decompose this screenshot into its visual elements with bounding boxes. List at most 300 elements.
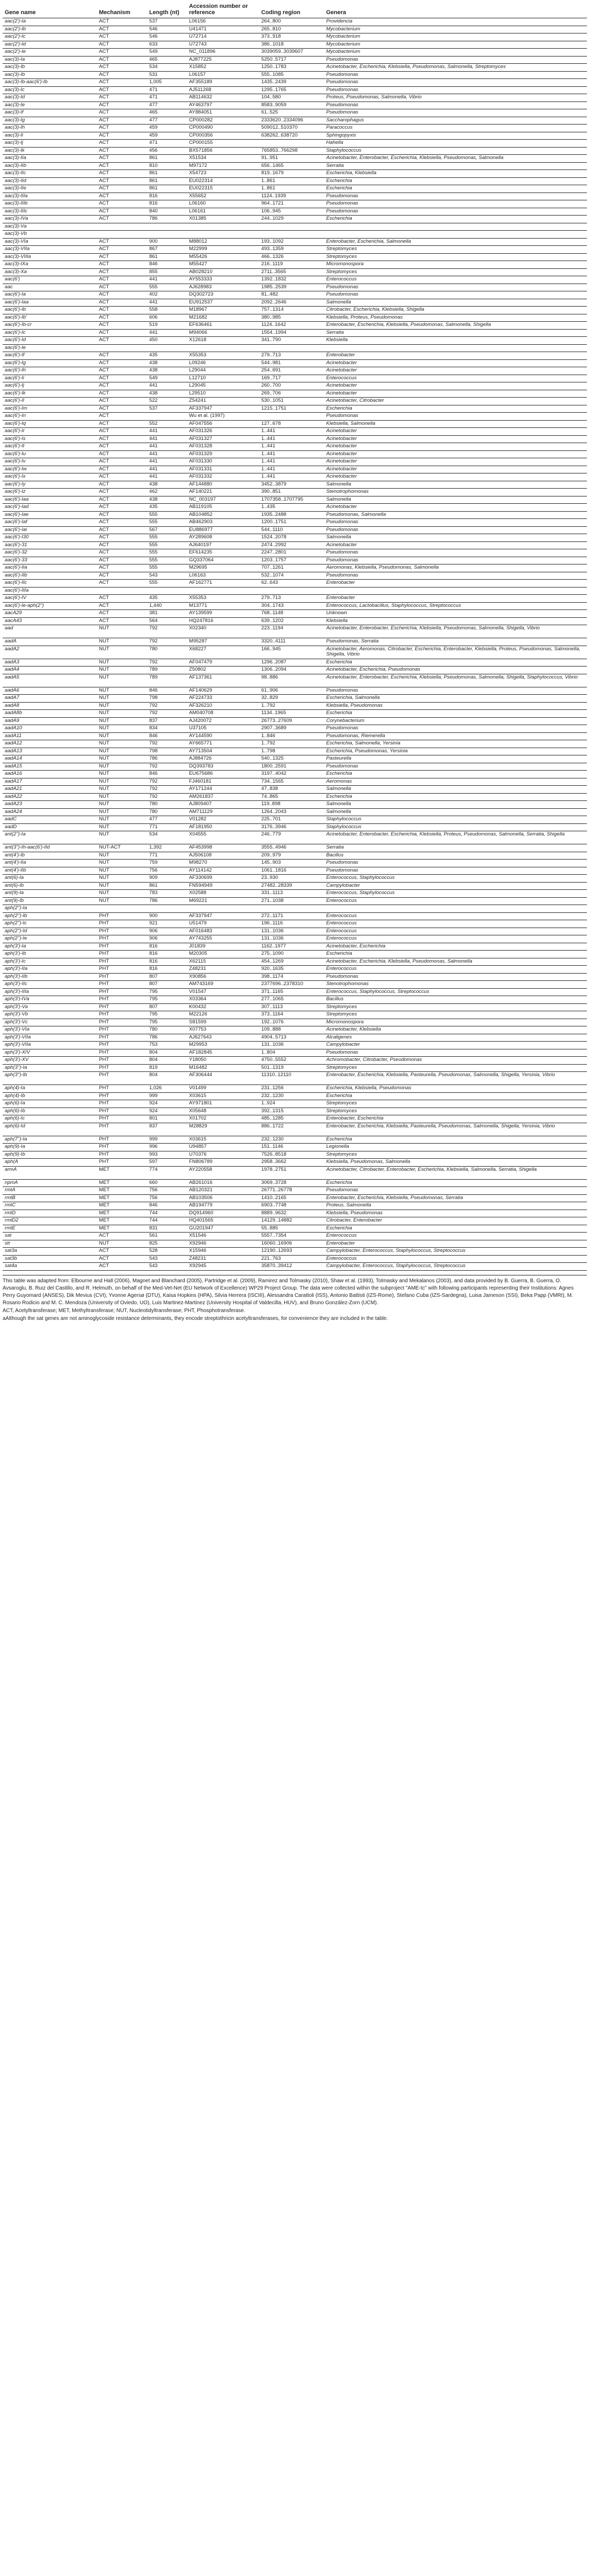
- table-row: [3, 413, 587, 421]
- table-row: [3, 912, 587, 920]
- mechanism-cell: ACT: [97, 268, 147, 276]
- accession-cell: X55652: [187, 193, 259, 200]
- genera-cell: Pseudomonas: [324, 56, 587, 64]
- coding-region-cell: 62..643: [259, 580, 324, 587]
- table-row: [3, 1019, 587, 1026]
- accession-cell: GQ337064: [187, 557, 259, 564]
- length-cell: 786: [147, 897, 187, 905]
- accession-cell: AJ628983: [187, 284, 259, 291]
- gene-name-cell: ant(6)-Ib: [3, 882, 97, 890]
- gene-name-cell: aadA16: [3, 771, 97, 778]
- mechanism-cell: ACT: [97, 1263, 147, 1271]
- coding-region-cell: 307..1113: [259, 1003, 324, 1011]
- table-row: [3, 732, 587, 740]
- gene-name-cell: aac(3)-IId: [3, 177, 97, 185]
- length-cell: 465: [147, 56, 187, 64]
- table-row: [3, 617, 587, 625]
- length-cell: 834: [147, 725, 187, 733]
- accession-cell: AM743169: [187, 981, 259, 989]
- length-cell: 519: [147, 322, 187, 330]
- gene-name-cell: aac(6')-IIIa: [3, 587, 97, 595]
- accession-cell: AY971801: [187, 1100, 259, 1108]
- accession-cell: [187, 223, 259, 231]
- table-row: [3, 996, 587, 1004]
- length-cell: 555: [147, 534, 187, 542]
- length-cell: 846: [147, 1202, 187, 1210]
- genera-cell: Sphingopyxis: [324, 132, 587, 140]
- length-cell: 564: [147, 617, 187, 625]
- genera-cell: Staphylococcus: [324, 823, 587, 831]
- mechanism-cell: ACT: [97, 602, 147, 610]
- table-row: [3, 147, 587, 155]
- mechanism-cell: ACT: [97, 193, 147, 200]
- gene-name-cell: aac(3)-Ib: [3, 64, 97, 72]
- mechanism-cell: ACT: [97, 314, 147, 322]
- accession-cell: AJ506108: [187, 852, 259, 860]
- genera-cell: Pseudomonas, Serratia: [324, 638, 587, 646]
- accession-cell: L06157: [187, 71, 259, 79]
- mechanism-cell: ACT: [97, 284, 147, 291]
- mechanism-cell: NUT: [97, 875, 147, 883]
- length-cell: 795: [147, 1019, 187, 1026]
- coding-region-cell: 1410..2165: [259, 1194, 324, 1202]
- mechanism-cell: NUT: [97, 646, 147, 659]
- accession-cell: [187, 587, 259, 595]
- accession-cell: X01385: [187, 216, 259, 223]
- length-cell: 792: [147, 793, 187, 801]
- gene-name-cell: aac(6')-Ir: [3, 428, 97, 436]
- genera-cell: Klebsiella, Pseudomonas: [324, 1210, 587, 1217]
- gene-table: [3, 3, 587, 1271]
- length-cell: 555: [147, 541, 187, 549]
- gene-name-cell: ant(6)-Ia: [3, 875, 97, 883]
- genera-cell: Streptomyces: [324, 246, 587, 254]
- table-row: [3, 659, 587, 666]
- accession-cell: Y18050: [187, 1057, 259, 1065]
- accession-cell: AF181950: [187, 823, 259, 831]
- gene-name-cell: aac(3)-IVa: [3, 216, 97, 223]
- coding-region-cell: 5250..5717: [259, 56, 324, 64]
- genera-cell: Streptomyces: [324, 268, 587, 276]
- gene-name-cell: aac(3)-Ie: [3, 101, 97, 109]
- coding-region-cell: 192..1076: [259, 1019, 324, 1026]
- table-header: [3, 3, 587, 18]
- genera-cell: Serratia: [324, 329, 587, 337]
- length-cell: 438: [147, 496, 187, 504]
- accession-cell: AF031329: [187, 450, 259, 458]
- mechanism-cell: ACT: [97, 420, 147, 428]
- accession-cell: L12710: [187, 375, 259, 382]
- length-cell: 807: [147, 981, 187, 989]
- gene-name-cell: aph(2'')-Ic: [3, 920, 97, 928]
- coding-region-cell: 2711..3565: [259, 268, 324, 276]
- gene-name-cell: aac(6')-Iaa: [3, 496, 97, 504]
- accession-cell: AF140629: [187, 687, 259, 695]
- accession-cell: EU886977: [187, 526, 259, 534]
- table-row: [3, 329, 587, 337]
- mechanism-cell: ACT: [97, 549, 147, 557]
- mechanism-cell: NUT: [97, 793, 147, 801]
- length-cell: 441: [147, 382, 187, 390]
- genera-cell: Salmonella: [324, 534, 587, 542]
- length-cell: 549: [147, 49, 187, 57]
- mechanism-cell: ACT: [97, 519, 147, 527]
- mechanism-cell: ACT: [97, 443, 147, 451]
- mechanism-cell: ACT: [97, 405, 147, 413]
- genera-cell: Escherichia: [324, 710, 587, 718]
- gene-name-cell: aph(6)-Ia: [3, 1100, 97, 1108]
- mechanism-cell: [97, 905, 147, 913]
- table-row: [3, 344, 587, 352]
- mechanism-cell: NUT: [97, 831, 147, 844]
- coding-region-cell: 485..1285: [259, 1115, 324, 1123]
- coding-region-cell: 1..924: [259, 1100, 324, 1108]
- accession-cell: [187, 344, 259, 352]
- coding-region-cell: 61..525: [259, 109, 324, 117]
- length-cell: 555: [147, 549, 187, 557]
- coding-region-cell: 1162..1977: [259, 943, 324, 951]
- table-row: [3, 41, 587, 49]
- length-cell: 810: [147, 162, 187, 170]
- genera-cell: Enterococcus: [324, 375, 587, 382]
- table-row: [3, 94, 587, 102]
- coding-region-cell: 1264..2043: [259, 808, 324, 816]
- mechanism-cell: PHT: [97, 1108, 147, 1115]
- accession-cell: AJ511268: [187, 86, 259, 94]
- mechanism-cell: ACT: [97, 329, 147, 337]
- accession-cell: Z54241: [187, 398, 259, 405]
- genera-cell: Enterococcus: [324, 966, 587, 974]
- mechanism-cell: NUT: [97, 755, 147, 763]
- gene-name-cell: aadA24: [3, 808, 97, 816]
- table-row: [3, 337, 587, 345]
- length-cell: 846: [147, 732, 187, 740]
- length-cell: 861: [147, 155, 187, 163]
- genera-cell: Acinetobacter, Citrobacter: [324, 398, 587, 405]
- accession-cell: CP000490: [187, 125, 259, 132]
- length-cell: 846: [147, 261, 187, 269]
- table-row: [3, 786, 587, 794]
- length-cell: 780: [147, 646, 187, 659]
- length-cell: 771: [147, 823, 187, 831]
- gene-name-cell: sat3a: [3, 1248, 97, 1256]
- length-cell: 804: [147, 1057, 187, 1065]
- length-cell: 861: [147, 882, 187, 890]
- mechanism-cell: ACT: [97, 557, 147, 564]
- table-row: [3, 284, 587, 291]
- accession-cell: M22999: [187, 246, 259, 254]
- mechanism-cell: ACT: [97, 322, 147, 330]
- length-cell: 537: [147, 18, 187, 26]
- table-row: [3, 687, 587, 695]
- length-cell: 792: [147, 638, 187, 646]
- table-row: [3, 557, 587, 564]
- genera-cell: Proteus, Pseudomonas, Salmonella, Vibrio: [324, 94, 587, 102]
- table-row: [3, 882, 587, 890]
- coding-region-cell: 3197..4042: [259, 771, 324, 778]
- table-row: [3, 808, 587, 816]
- table-row: [3, 450, 587, 458]
- mechanism-cell: PHT: [97, 1042, 147, 1049]
- table-row: [3, 844, 587, 852]
- length-cell: 807: [147, 1003, 187, 1011]
- table-row: [3, 928, 587, 935]
- table-row: [3, 420, 587, 428]
- table-row: [3, 1011, 587, 1019]
- gene-name-cell: aph(4)-Ib: [3, 1092, 97, 1100]
- genera-cell: Escherichia, Salmonella: [324, 695, 587, 703]
- coding-region-cell: 23..930: [259, 875, 324, 883]
- genera-cell: Enterococcus: [324, 920, 587, 928]
- coding-region-cell: 1524..2078: [259, 534, 324, 542]
- genera-cell: Acinetobacter: [324, 435, 587, 443]
- coding-region-cell: 131..1036: [259, 1042, 324, 1049]
- accession-cell: AF137361: [187, 674, 259, 687]
- genera-cell: Enterobacter, Escherichia, Salmonella: [324, 238, 587, 246]
- coding-region-cell: 4750..5552: [259, 1057, 324, 1065]
- length-cell: 435: [147, 595, 187, 603]
- accession-cell: AM040708: [187, 710, 259, 718]
- gene-name-cell: armA: [3, 1166, 97, 1179]
- table-row: [3, 541, 587, 549]
- coding-region-cell: 131..1036: [259, 928, 324, 935]
- table-row: [3, 666, 587, 674]
- genera-cell: Acinetobacter: [324, 367, 587, 375]
- length-cell: 633: [147, 41, 187, 49]
- coding-region-cell: 2907..3689: [259, 725, 324, 733]
- mechanism-cell: NUT: [97, 717, 147, 725]
- accession-cell: X92946: [187, 1240, 259, 1248]
- accession-cell: AB462903: [187, 519, 259, 527]
- mechanism-cell: ACT: [97, 101, 147, 109]
- mechanism-cell: ACT: [97, 496, 147, 504]
- mechanism-cell: ACT: [97, 617, 147, 625]
- coding-region-cell: 221..763: [259, 1255, 324, 1263]
- gene-name-cell: aac(6')-I30: [3, 534, 97, 542]
- accession-cell: M13771: [187, 602, 259, 610]
- mechanism-cell: ACT: [97, 132, 147, 140]
- table-row: [3, 367, 587, 375]
- accession-cell: L06163: [187, 572, 259, 580]
- genera-cell: Acinetobacter: [324, 473, 587, 481]
- accession-cell: DQ393783: [187, 763, 259, 771]
- coding-region-cell: 91..951: [259, 155, 324, 163]
- genera-cell: Paracoccus: [324, 125, 587, 132]
- gene-name-cell: rmtD: [3, 1210, 97, 1217]
- length-cell: 756: [147, 1187, 187, 1195]
- table-row: [3, 920, 587, 928]
- genera-cell: Streptomyces: [324, 1011, 587, 1019]
- table-row: [3, 1248, 587, 1256]
- gene-name-cell: ant(4')-Ib: [3, 852, 97, 860]
- gene-name-cell: aac(6')-Ih: [3, 367, 97, 375]
- gene-name-cell: sat3b: [3, 1255, 97, 1263]
- coding-region-cell: 544..981: [259, 359, 324, 367]
- genera-cell: [324, 905, 587, 913]
- table-row: [3, 1233, 587, 1240]
- table-row: [3, 155, 587, 163]
- gene-name-cell: ant(3'')-Ih-aac(6')-IId: [3, 844, 97, 852]
- accession-cell: M98270: [187, 860, 259, 867]
- accession-cell: X62115: [187, 958, 259, 966]
- genera-cell: Pseudomonas: [324, 687, 587, 695]
- mechanism-cell: NUT: [97, 801, 147, 809]
- gene-name-cell: ant(9)-Ib: [3, 897, 97, 905]
- coding-region-cell: 2092..2646: [259, 299, 324, 307]
- coding-region-cell: 638262..638720: [259, 132, 324, 140]
- mechanism-cell: PHT: [97, 1085, 147, 1093]
- genera-cell: Salmonella: [324, 299, 587, 307]
- mechanism-cell: NUT: [97, 666, 147, 674]
- coding-region-cell: 1..846: [259, 732, 324, 740]
- table-row: [3, 1144, 587, 1151]
- gene-name-cell: aac(6')-Iae: [3, 511, 97, 519]
- coding-region-cell: 81..482: [259, 291, 324, 299]
- length-cell: 825: [147, 1240, 187, 1248]
- genera-cell: Streptomyces: [324, 253, 587, 261]
- mechanism-cell: ACT: [97, 580, 147, 587]
- gene-name-cell: aph(6)-Ic: [3, 1115, 97, 1123]
- gene-name-cell: aac(3)-IXa: [3, 261, 97, 269]
- mechanism-cell: ACT: [97, 458, 147, 466]
- accession-cell: AF031331: [187, 466, 259, 473]
- coding-region-cell: 386..1018: [259, 41, 324, 49]
- gene-name-cell: aac(6')-32: [3, 549, 97, 557]
- mechanism-cell: NUT: [97, 823, 147, 831]
- genera-cell: Staphylococcus: [324, 816, 587, 824]
- accession-cell: AF144880: [187, 481, 259, 489]
- table-row: [3, 771, 587, 778]
- mechanism-cell: ACT: [97, 1233, 147, 1240]
- genera-cell: Serratia: [324, 162, 587, 170]
- gene-name-cell: aadA2: [3, 646, 97, 659]
- coding-region-cell: 145..903: [259, 860, 324, 867]
- coding-region-cell: [259, 413, 324, 421]
- genera-cell: Enterobacter, Escherichia: [324, 1115, 587, 1123]
- coding-region-cell: 1..441: [259, 428, 324, 436]
- genera-cell: Campylobacter: [324, 1042, 587, 1049]
- mechanism-cell: PHT: [97, 928, 147, 935]
- genera-cell: Pseudomonas, Salmonella: [324, 511, 587, 519]
- gene-name-cell: aadA22: [3, 793, 97, 801]
- table-row: [3, 966, 587, 974]
- gene-name-cell: aph(3')-IIIa: [3, 988, 97, 996]
- length-cell: 555: [147, 564, 187, 572]
- gene-name-cell: aac(3)-Vb: [3, 231, 97, 239]
- table-row: [3, 140, 587, 148]
- length-cell: 558: [147, 307, 187, 314]
- coding-region-cell: 104..580: [259, 94, 324, 102]
- length-cell: 441: [147, 450, 187, 458]
- length-cell: 789: [147, 674, 187, 687]
- length-cell: 996: [147, 1144, 187, 1151]
- gene-name-cell: aph(3')-XIV: [3, 1049, 97, 1057]
- coding-region-cell: 264..800: [259, 18, 324, 26]
- table-row: [3, 602, 587, 610]
- gene-name-cell: aac(6')-Ii: [3, 375, 97, 382]
- genera-cell: Enterococcus: [324, 1233, 587, 1240]
- mechanism-cell: ACT: [97, 41, 147, 49]
- coding-region-cell: 1061..1816: [259, 867, 324, 875]
- length-cell: 861: [147, 170, 187, 178]
- gene-name-cell: aac(3)-IIIa: [3, 193, 97, 200]
- length-cell: 837: [147, 717, 187, 725]
- coding-region-cell: 1..441: [259, 458, 324, 466]
- table-row: [3, 1225, 587, 1233]
- mechanism-cell: [97, 344, 147, 352]
- accession-cell: AB104852: [187, 511, 259, 519]
- accession-cell: AY665771: [187, 740, 259, 748]
- genera-cell: Pseudomonas: [324, 860, 587, 867]
- coding-region-cell: 656..1465: [259, 162, 324, 170]
- length-cell: 816: [147, 958, 187, 966]
- mechanism-cell: PHT: [97, 935, 147, 943]
- accession-cell: U41471: [187, 26, 259, 33]
- mechanism-cell: ACT: [97, 435, 147, 443]
- genera-cell: Enterococcus: [324, 897, 587, 905]
- accession-cell: X01702: [187, 1115, 259, 1123]
- coding-region-cell: 466..1326: [259, 253, 324, 261]
- table-row: [3, 1085, 587, 1093]
- table-row: [3, 1202, 587, 1210]
- table-row: [3, 587, 587, 595]
- gene-name-cell: sat: [3, 1233, 97, 1240]
- mechanism-cell: ACT: [97, 511, 147, 519]
- table-row: [3, 905, 587, 913]
- length-cell: 438: [147, 359, 187, 367]
- length-cell: 855: [147, 268, 187, 276]
- accession-cell: NC_003197: [187, 496, 259, 504]
- genera-cell: Acinetobacter: [324, 359, 587, 367]
- gene-name-cell: aac(3)-Id: [3, 94, 97, 102]
- length-cell: 846: [147, 687, 187, 695]
- length-cell: 756: [147, 1194, 187, 1202]
- coding-region-cell: 1124..1642: [259, 322, 324, 330]
- gene-name-cell: aad: [3, 625, 97, 638]
- mechanism-cell: ACT: [97, 261, 147, 269]
- coding-region-cell: 1..435: [259, 504, 324, 512]
- genera-cell: Acinetobacter: [324, 443, 587, 451]
- length-cell: 1,005: [147, 79, 187, 87]
- accession-cell: HQ247816: [187, 617, 259, 625]
- coding-region-cell: [259, 905, 324, 913]
- genera-cell: Pseudomonas: [324, 193, 587, 200]
- genera-cell: Pseudomonas: [324, 973, 587, 981]
- coding-region-cell: 501..1319: [259, 1064, 324, 1072]
- accession-cell: AM711129: [187, 808, 259, 816]
- gene-name-cell: aph(2'')-Ib: [3, 912, 97, 920]
- mechanism-cell: NUT: [97, 710, 147, 718]
- table-row: [3, 1187, 587, 1195]
- accession-cell: U72714: [187, 33, 259, 41]
- mechanism-cell: NUT: [97, 816, 147, 824]
- genera-cell: Mycobacterium: [324, 33, 587, 41]
- genera-cell: Pseudomonas: [324, 109, 587, 117]
- accession-cell: M28829: [187, 1123, 259, 1136]
- length-cell: 477: [147, 816, 187, 824]
- length-cell: [147, 905, 187, 913]
- accession-cell: AY139599: [187, 610, 259, 618]
- accession-cell: AF016483: [187, 928, 259, 935]
- genera-cell: Corynebacterium: [324, 717, 587, 725]
- length-cell: 816: [147, 943, 187, 951]
- gene-name-cell: aac(2')-Ic: [3, 33, 97, 41]
- accession-cell: X12618: [187, 337, 259, 345]
- accession-cell: M97172: [187, 162, 259, 170]
- genera-cell: Escherichia: [324, 1179, 587, 1187]
- gene-name-cell: aadD: [3, 823, 97, 831]
- coding-region-cell: 14129..14882: [259, 1217, 324, 1225]
